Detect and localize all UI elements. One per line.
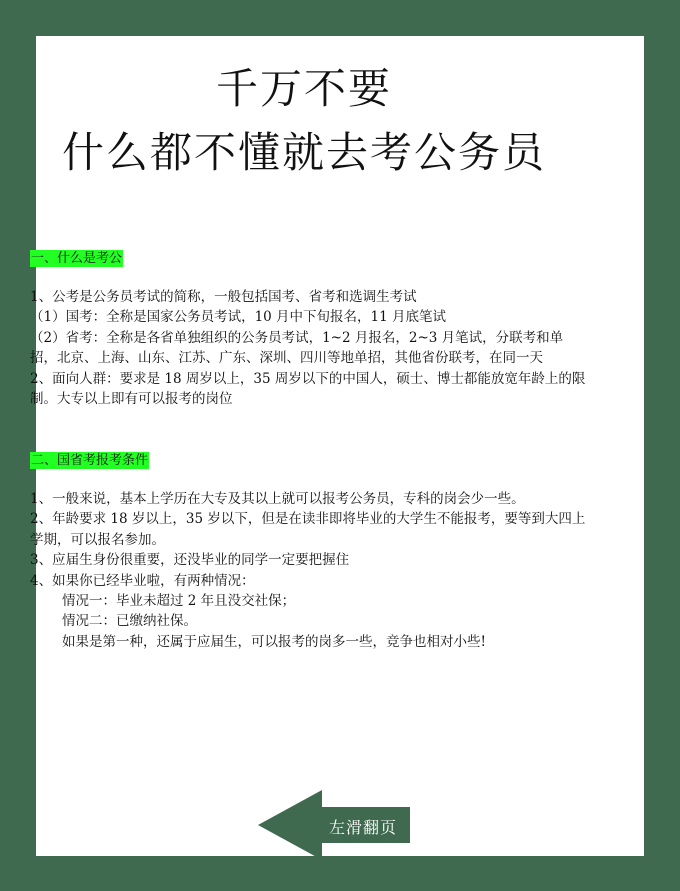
section-2-case-line: 如果是第一种，还属于应届生，可以报考的岗多一些，竞争也相对小些! xyxy=(62,633,486,650)
section-2-heading: 二、国省考报考条件 xyxy=(31,453,149,468)
section-1-body xyxy=(30,287,586,409)
swipe-left-label: 左滑翻页 xyxy=(328,818,397,837)
section-2-line: 4、如果你已经毕业啦，有两种情况： xyxy=(30,572,255,589)
section-2-line: 3、应届生身份很重要，还没毕业的同学一定要把握住 xyxy=(30,552,350,569)
title-line-1: 千万不要 xyxy=(215,64,392,113)
section-2-body xyxy=(30,489,586,652)
section-2-line: 1、一般来说，基本上学历在大专及其以上就可以报考公务员，专科的岗会少一些。 xyxy=(30,491,525,507)
section-2-case-line: 情况一：毕业未超过 2 年且没交社保； xyxy=(62,593,296,610)
section-1-heading: 一、什么是考公 xyxy=(31,251,123,266)
title-line-2: 什么都不懂就去考公务员 xyxy=(61,128,546,177)
section-1-line: （2）省考：全称是各省单独组织的公务员考试，1~2 月报名，2~3 月笔试，分联考和单招，北京、上海、山东、江苏、广东、深圳、四川等地单招，其他省份联考，在同一天 xyxy=(30,329,564,367)
section-2-case-line: 情况二：已缴纳社保。 xyxy=(62,613,197,630)
section-1-line: （1）国考：全称是国家公务员考试，10 月中下旬报名，11 月底笔试 xyxy=(30,309,447,326)
section-1-line: 2、面向人群：要求是 18 周岁以上，35 周岁以下的中国人，硕士、博士都能放宽年龄上的限制。大专以上即有可以报考的岗位 xyxy=(30,370,586,408)
section-2-line: 2、年龄要求 18 岁以上，35 岁以下，但是在读非即将毕业的大学生不能报考，要等到大四上学期，可以报名参加。 xyxy=(30,511,586,548)
section-1-line: 1、公考是公务员考试的简称，一般包括国考、省考和选调生考试 xyxy=(30,289,417,305)
